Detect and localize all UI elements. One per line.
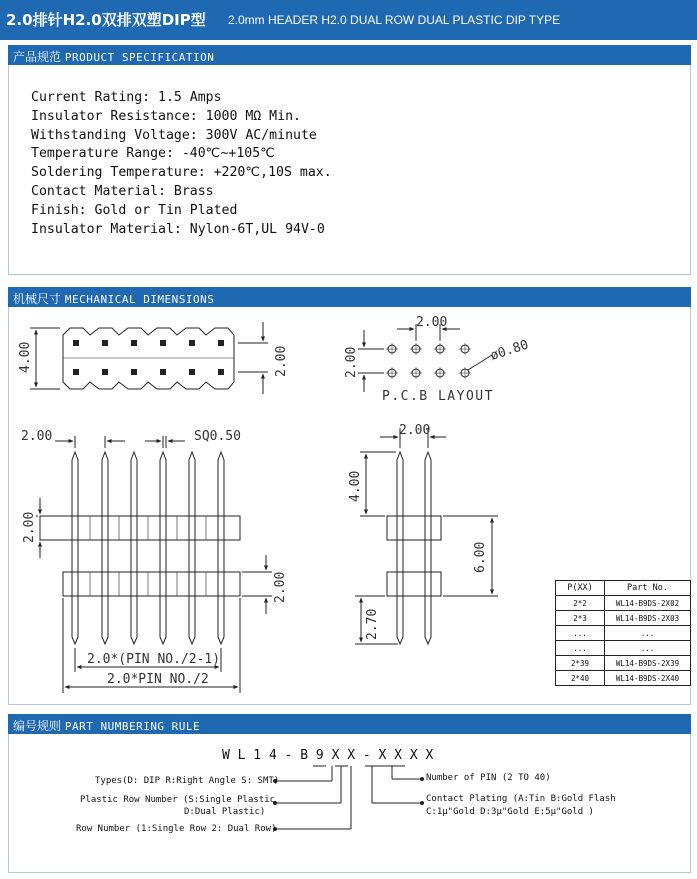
table-cell: WL14-B9DS-2X03 bbox=[605, 611, 691, 626]
table-header: Part No. bbox=[605, 581, 691, 596]
label-plating-2: C:1μ"Gold D:3μ"Gold E:5μ"Gold ) bbox=[426, 807, 594, 817]
spec-title-cn: 产品规范 bbox=[13, 50, 62, 64]
header-title-en: 2.0mm HEADER H2.0 DUAL ROW DUAL PLASTIC DIP TYPE bbox=[228, 13, 561, 27]
dim-front-formula2: 2.0*PIN NO./2 bbox=[107, 672, 209, 687]
label-types: Types(D: DIP R:Right Angle S: SMT) bbox=[95, 776, 280, 786]
dim-front-lower: 2.00 bbox=[273, 571, 288, 603]
table-header: P(XX) bbox=[556, 581, 605, 596]
dim-top-height: 4.00 bbox=[18, 341, 33, 373]
table-cell: ... bbox=[605, 641, 691, 656]
spec-line: Temperature Range: -40℃~+105℃ bbox=[31, 146, 275, 162]
table-cell: 2*3 bbox=[556, 611, 605, 626]
spec-line: Finish: Gold or Tin Plated bbox=[31, 202, 238, 218]
mech-title-cn: 机械尺寸 bbox=[13, 292, 62, 306]
spec-line: Contact Material: Brass bbox=[31, 183, 214, 199]
spec-title-en: PRODUCT SPECIFICATION bbox=[64, 51, 215, 64]
pcb-layout-label: P.C.B LAYOUT bbox=[382, 389, 494, 404]
part-title-en: PART NUMBERING RULE bbox=[64, 720, 201, 733]
dim-front-pitch: 2.00 bbox=[21, 429, 53, 444]
spec-line: Current Rating: 1.5 Amps bbox=[31, 90, 222, 105]
table-cell: WL14-B9DS-2X39 bbox=[605, 656, 691, 671]
table-cell: WL14-B9DS-2X02 bbox=[605, 596, 691, 611]
label-plating-1: Contact Plating (A:Tin B:Gold Flash bbox=[426, 794, 616, 804]
spec-line: Insulator Resistance: 1000 MΩ Min. bbox=[31, 108, 301, 124]
dim-side-upper: 4.00 bbox=[348, 470, 363, 502]
dim-pcb-hole: ø0.80 bbox=[488, 337, 531, 364]
dim-pcb-pitch-h: 2.00 bbox=[416, 315, 448, 330]
table-cell: ... bbox=[556, 641, 605, 656]
label-row: Row Number (1:Single Row 2: Dual Row) bbox=[76, 824, 277, 834]
dim-pcb-pitch-v: 2.00 bbox=[344, 346, 359, 378]
table-cell: 2*2 bbox=[556, 596, 605, 611]
spec-line: Soldering Temperature: +220℃,10S max. bbox=[31, 165, 332, 181]
label-pin: Number of PIN (2 TO 40) bbox=[426, 773, 551, 783]
table-cell: WL14-B9DS-2X40 bbox=[605, 671, 691, 686]
dim-side-pitch: 2.00 bbox=[399, 423, 431, 438]
dim-front-side: 2.00 bbox=[22, 511, 37, 543]
dim-front-sq: SQ0.50 bbox=[194, 429, 241, 444]
label-plastic-2: D:Dual Plastic) bbox=[184, 807, 266, 817]
dim-front-formula1: 2.0*(PIN NO./2-1) bbox=[87, 652, 221, 667]
spec-line: Insulator Material: Nylon-6T,UL 94V-0 bbox=[31, 221, 325, 237]
mech-title-en: MECHANICAL DIMENSIONS bbox=[64, 293, 215, 306]
label-plastic-1: Plastic Row Number (S:Single Plastic bbox=[80, 795, 276, 805]
part-code: W L 1 4 - B 9 X X - X X X X bbox=[222, 748, 434, 763]
part-title-cn: 编号规则 bbox=[13, 719, 62, 733]
dim-side-total: 6.00 bbox=[473, 541, 488, 573]
spec-line: Withstanding Voltage: 300V AC/minute bbox=[31, 127, 317, 143]
dim-top-pitch: 2.00 bbox=[274, 345, 289, 377]
table-cell: 2*39 bbox=[556, 656, 605, 671]
table-cell: ... bbox=[605, 626, 691, 641]
header-title-cn: 2.0排针H2.0双排双塑DIP型 bbox=[6, 11, 206, 29]
table-cell: 2*40 bbox=[556, 671, 605, 686]
dim-side-tail: 2.70 bbox=[365, 608, 380, 640]
table-cell: ... bbox=[556, 626, 605, 641]
